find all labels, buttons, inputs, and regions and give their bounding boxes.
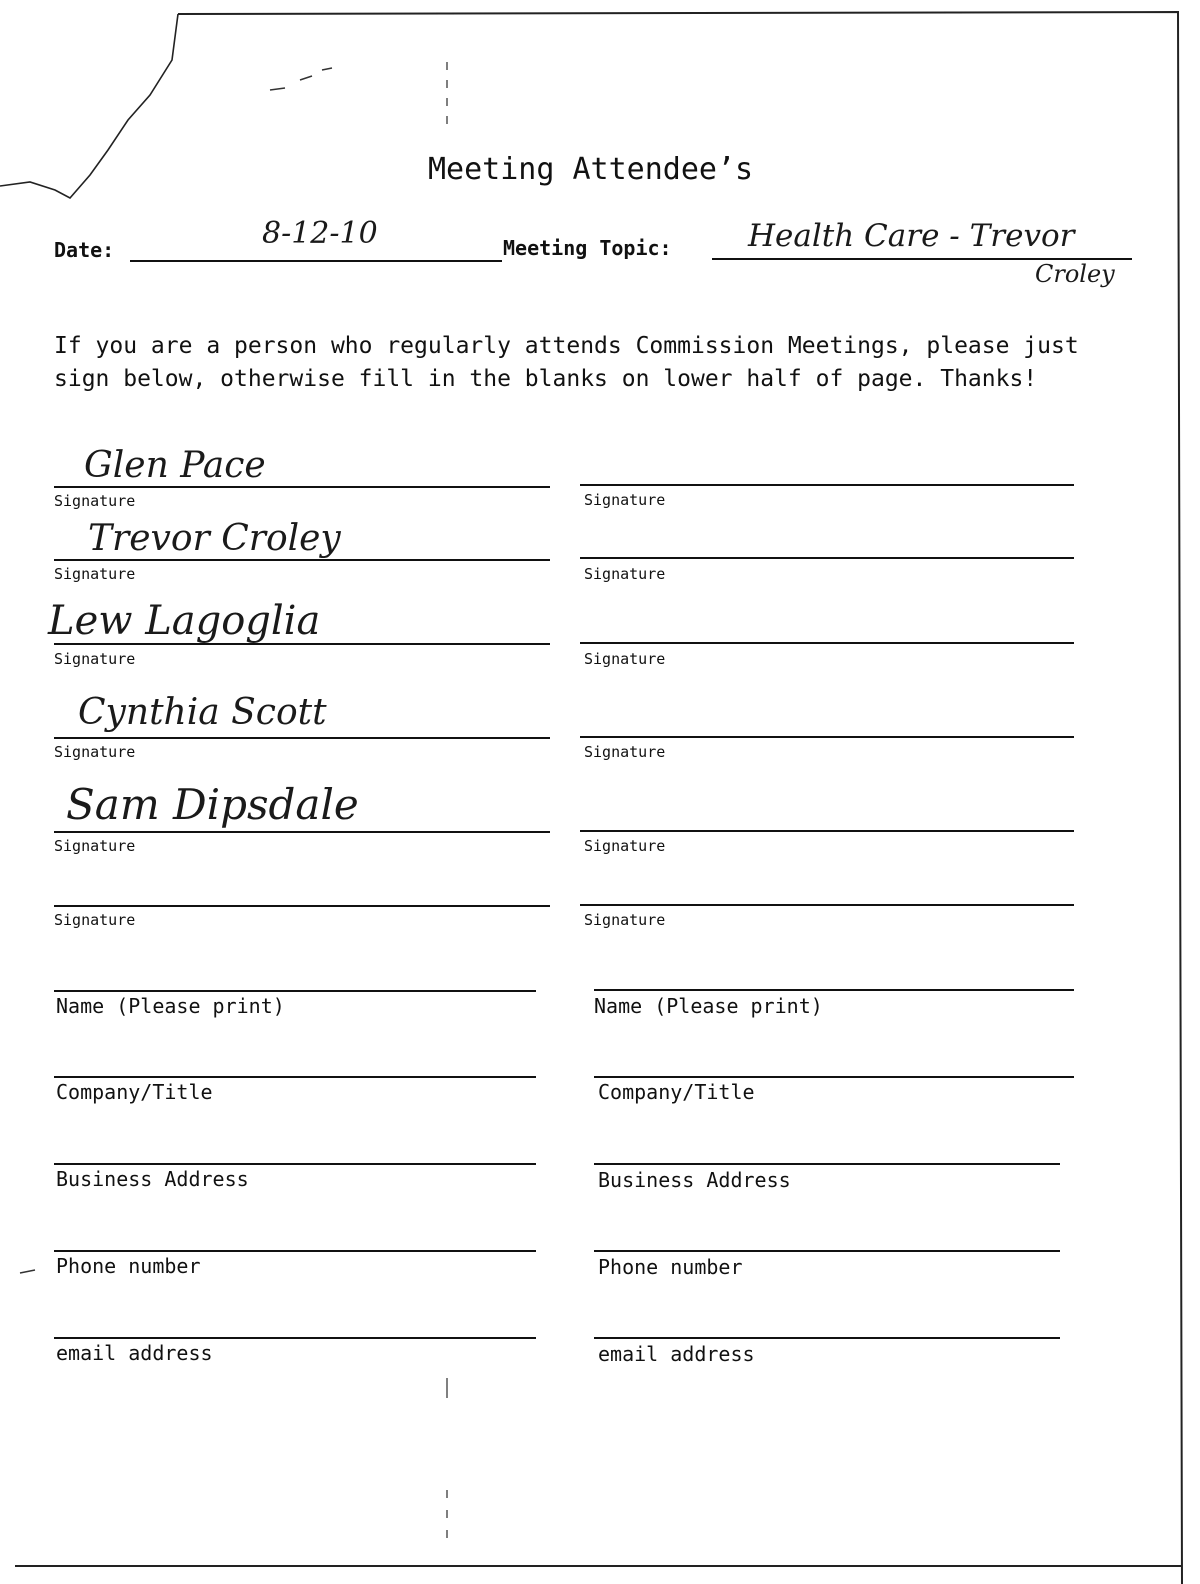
signature-label-left-3: Signature [54, 650, 136, 668]
email-line-left [54, 1337, 536, 1339]
signature-left-2[interactable]: Trevor Croley [88, 518, 341, 559]
signature-line-left-5 [54, 831, 550, 833]
signature-label-right-4: Signature [584, 743, 666, 761]
page-title: Meeting Attendee’s [428, 152, 754, 187]
signature-line-right-1 [580, 484, 1074, 486]
signature-line-left-4 [54, 737, 550, 739]
instructions-text: If you are a person who regularly attends Commission Meetings, please just sign below, otherwise fill in the blanks on lower half of page. Thanks! [54, 333, 1079, 392]
phone-label-left: Phone number [56, 1254, 201, 1278]
signature-label-right-5: Signature [584, 837, 666, 855]
signature-line-right-6 [580, 904, 1074, 906]
meeting-topic-value-line2: Croley [1035, 260, 1115, 288]
email-label-left: email address [56, 1341, 213, 1365]
signature-left-1[interactable]: Glen Pace [84, 445, 266, 486]
meeting-topic-value[interactable]: Health Care - Trevor [748, 218, 1075, 254]
signature-label-right-3: Signature [584, 650, 666, 668]
signature-label-left-4: Signature [54, 743, 136, 761]
signature-left-5[interactable]: Sam Dipsdale [66, 780, 359, 829]
signature-label-left-5: Signature [54, 837, 136, 855]
address-label-left: Business Address [56, 1167, 249, 1191]
date-line [130, 260, 502, 262]
meeting-topic-label: Meeting Topic: [503, 236, 672, 260]
signature-label-right-1: Signature [584, 491, 666, 509]
signature-label-right-6: Signature [584, 911, 666, 929]
company-line-left [54, 1076, 536, 1078]
address-line-left [54, 1163, 536, 1165]
company-label-right: Company/Title [598, 1080, 755, 1104]
signature-line-left-6 [54, 905, 550, 907]
name-label-left: Name (Please print) [56, 994, 285, 1018]
signature-left-3[interactable]: Lew Lagoglia [48, 598, 321, 644]
signature-line-left-2 [54, 559, 550, 561]
signature-label-left-1: Signature [54, 492, 136, 510]
name-line-right [594, 989, 1074, 991]
name-line-left [54, 990, 536, 992]
name-label-right: Name (Please print) [594, 994, 823, 1018]
company-line-right [594, 1076, 1074, 1078]
signature-label-left-6: Signature [54, 911, 136, 929]
date-label: Date: [54, 238, 115, 262]
email-label-right: email address [598, 1342, 755, 1366]
address-line-right [594, 1163, 1060, 1165]
signature-left-4[interactable]: Cynthia Scott [78, 692, 327, 733]
signature-line-right-5 [580, 830, 1074, 832]
signature-line-left-1 [54, 486, 550, 488]
email-line-right [594, 1337, 1060, 1339]
signature-label-right-2: Signature [584, 565, 666, 583]
signature-label-left-2: Signature [54, 565, 136, 583]
address-label-right: Business Address [598, 1168, 791, 1192]
date-value[interactable]: 8-12-10 [262, 216, 378, 251]
signature-line-right-3 [580, 642, 1074, 644]
phone-label-right: Phone number [598, 1255, 743, 1279]
phone-line-left [54, 1250, 536, 1252]
company-label-left: Company/Title [56, 1080, 213, 1104]
phone-line-right [594, 1250, 1060, 1252]
signature-line-right-4 [580, 736, 1074, 738]
signature-line-right-2 [580, 557, 1074, 559]
